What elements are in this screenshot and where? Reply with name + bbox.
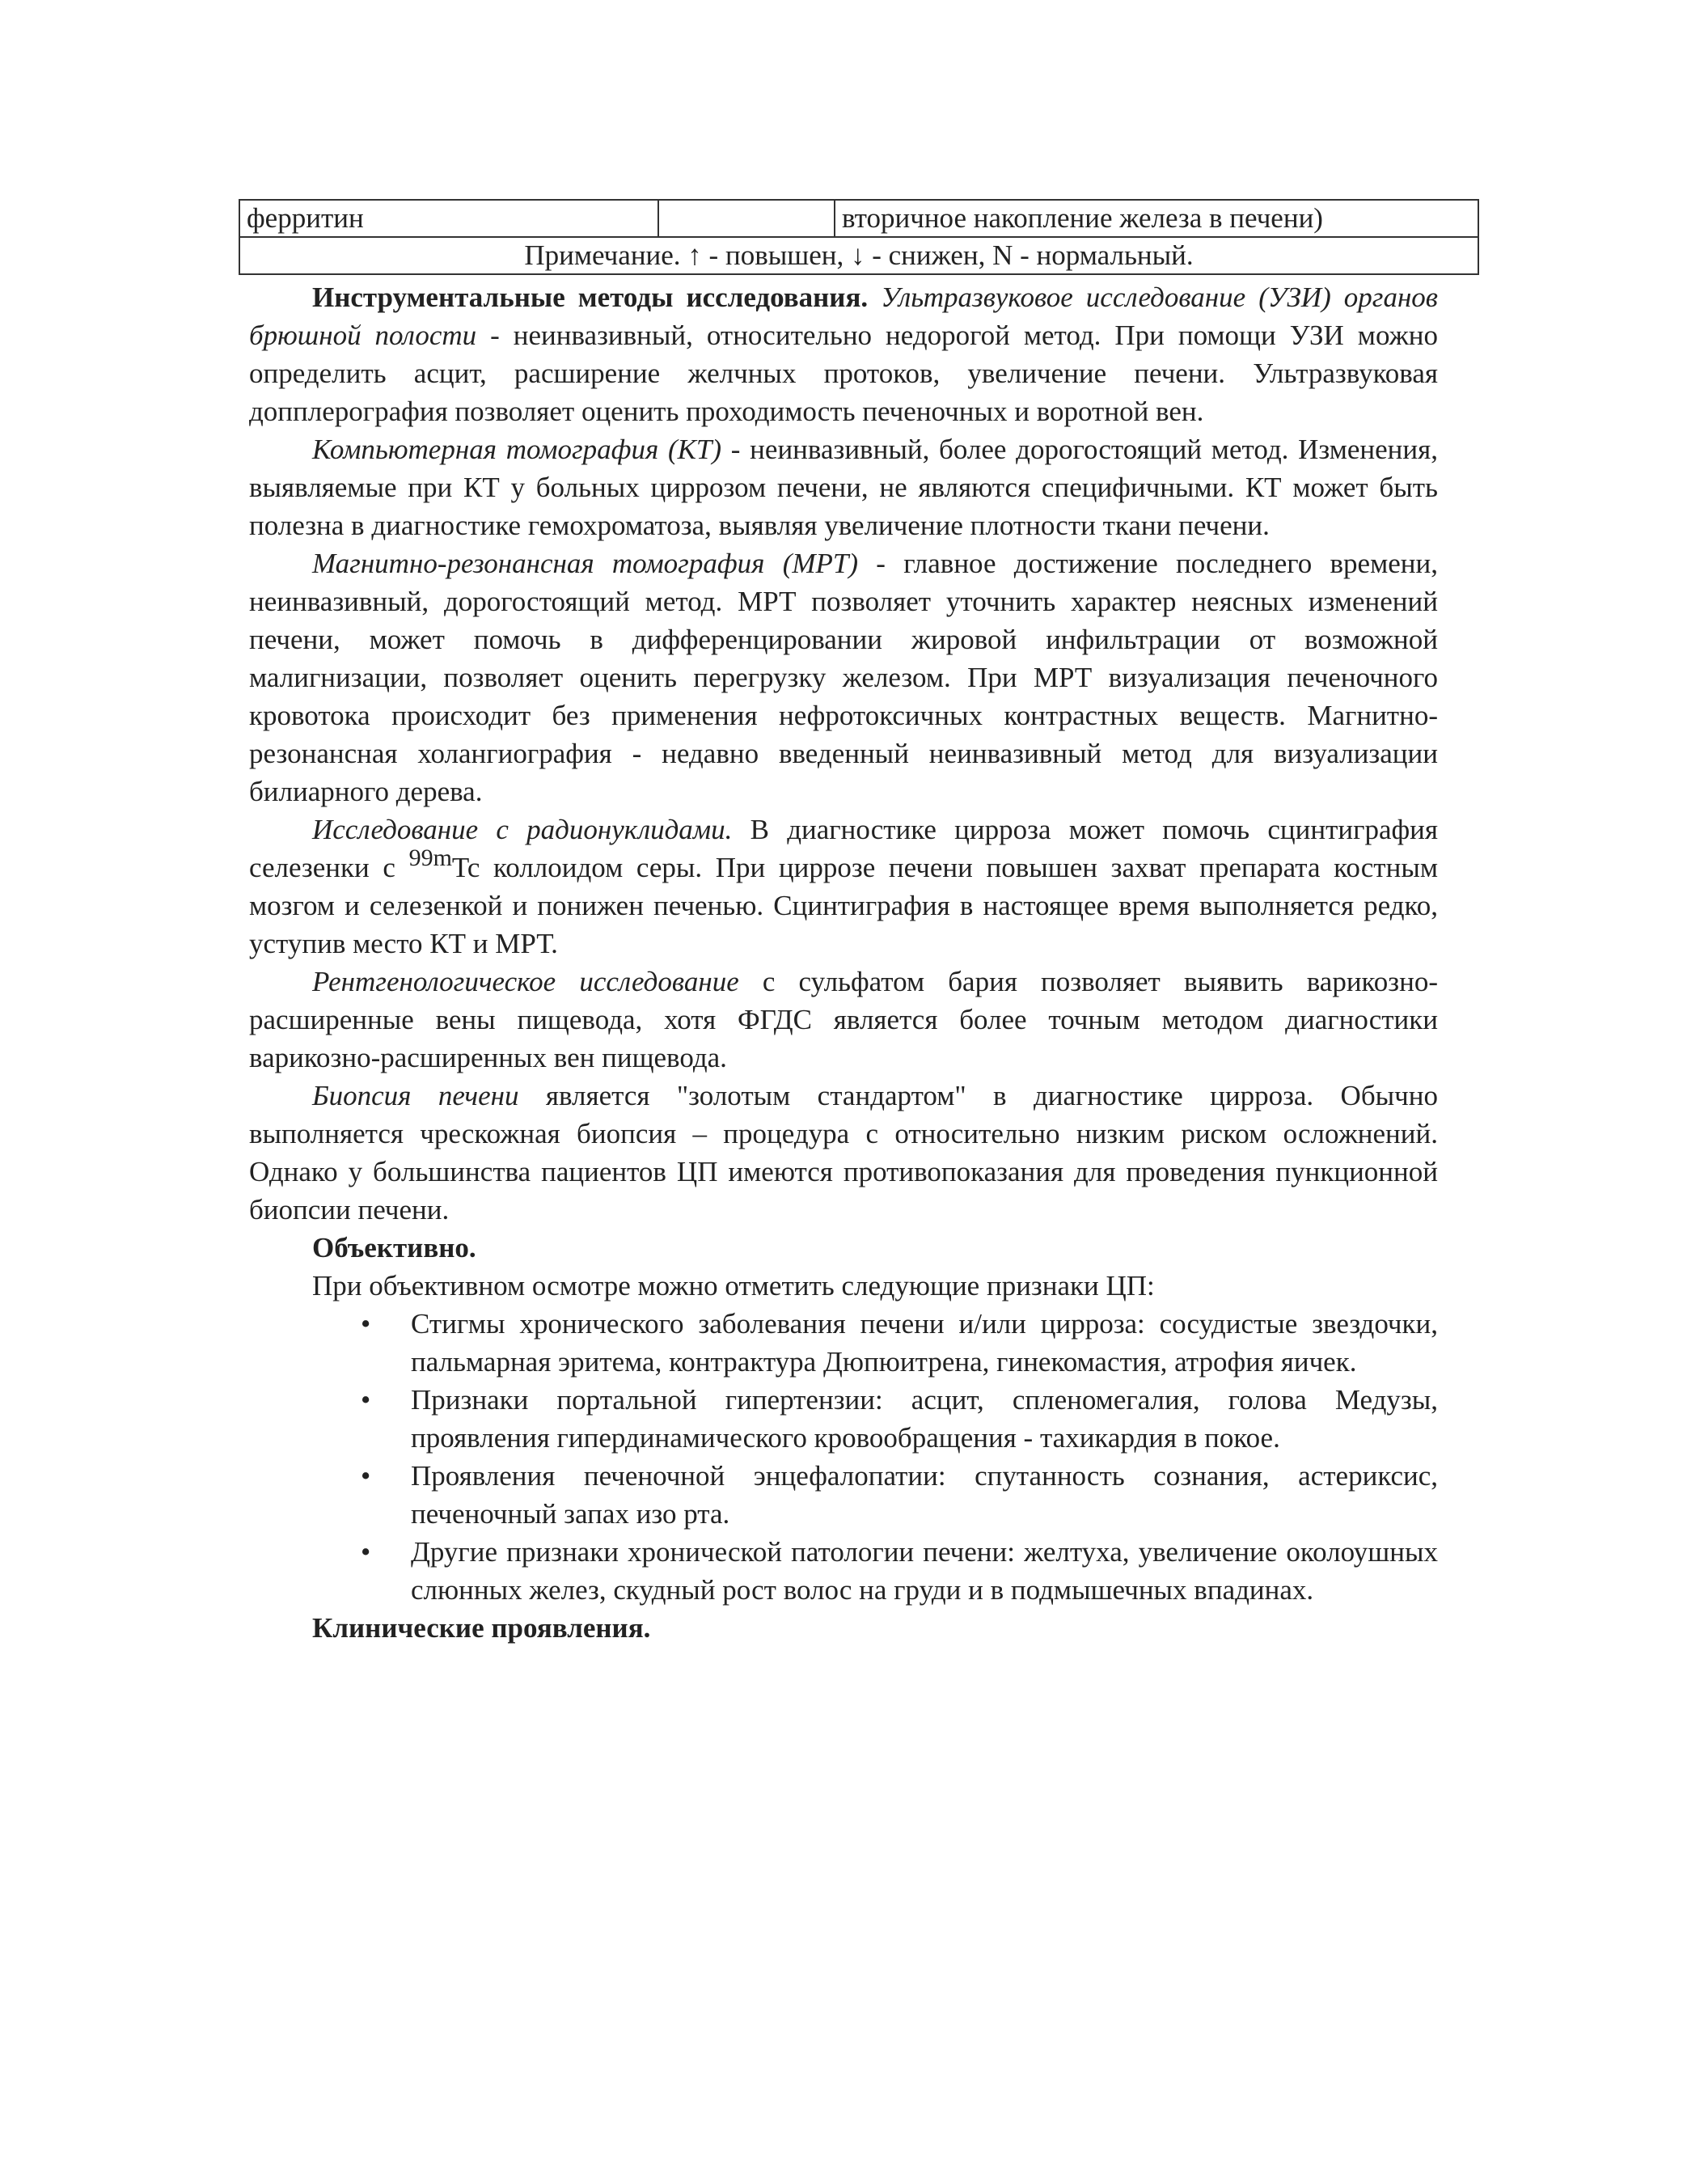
term-mri: Магнитно-резонансная томография (МРТ) (312, 548, 859, 579)
table-cell-indicator: ферритин (239, 200, 658, 237)
bullet-icon: • (361, 1384, 371, 1416)
paragraph-objective-intro: При объективном осмотре можно отметить следующие признаки ЦП: (312, 1270, 1155, 1302)
paragraph-xray (249, 963, 1438, 1077)
text-xray: с сульфатом бария позволяет выявить варикозно-расширенные вены пищевода, хотя ФГДС является более точным методом диагностики варикозно-расширенных вен пищевода. (249, 966, 1438, 1073)
paragraph-ct (249, 430, 1438, 544)
term-ct: Компьютерная томография (КТ) (312, 434, 722, 465)
text-biopsy: является "золотым стандартом" в диагностике цирроза. Обычно выполняется чрескожная биопсия – процедура с относительно низким риском осложнений. Однако у большинства пациентов ЦП имеются противопоказания для проведения пункционной биопсии печени. (249, 1080, 1438, 1225)
section-heading-instrumental: Инструментальные методы исследования. (312, 281, 869, 313)
paragraph-radionuclide (249, 811, 1438, 963)
isotope-superscript: 99m (408, 844, 452, 871)
list-item (361, 1381, 1438, 1457)
text-mri: - главное достижение последнего времени, неинвазивный, дорогостоящий метод. МРТ позволяет уточнить характер неясных изменений печени, может помочь в дифференцировании жировой инфильтрации от возможной малигнизации, позволяет оценить перегрузку железом. При МРТ визуализация печеночного кровотока происходит без применения нефротоксичных контрастных веществ. Магнитно-резонансная холангиография - недавно введенный неинвазивный метод для визуализации билиарного дерева. (249, 548, 1438, 807)
list-item (361, 1457, 1438, 1533)
term-xray: Рентгенологическое исследование (312, 966, 739, 997)
term-biopsy: Биопсия печени (312, 1080, 519, 1111)
text-ct: - неинвазивный, более дорогостоящий метод. Изменения, выявляемые при КТ у больных циррозом печени, не являются специфичными. КТ может быть полезна в диагностике гемохроматоза, выявляя увеличение плотности ткани печени. (249, 434, 1438, 541)
table-row (239, 200, 1478, 237)
term-ultrasound: Ультразвуковое исследование (УЗИ) органов брюшной полости (249, 281, 1438, 351)
list-item (361, 1305, 1438, 1381)
list-item-text: Проявления печеночной энцефалопатии: спутанность сознания, астериксис, печеночный запах изо рта. (411, 1460, 1438, 1530)
paragraph-ultrasound (249, 278, 1438, 430)
table-note: Примечание. ↑ - повышен, ↓ - снижен, N - нормальный. (239, 237, 1478, 274)
list-item-text: Другие признаки хронической патологии печени: желтуха, увеличение околоушных слюнных желез, скудный рост волос на груди и в подмышечных впадинах. (411, 1536, 1438, 1606)
table-cell-value (658, 200, 835, 237)
table-cell-interpretation: вторичное накопление железа в печени) (835, 200, 1478, 237)
text-radionuclide-a: В диагностике цирроза может помочь сцинтиграфия селезенки с (249, 814, 1438, 883)
list-item (361, 1533, 1438, 1609)
section-heading-objective: Объективно. (312, 1232, 476, 1263)
section-heading-clinical: Клинические проявления. (312, 1612, 651, 1644)
bullet-icon: • (361, 1536, 371, 1568)
list-item-text: Признаки портальной гипертензии: асцит, спленомегалия, голова Медузы, проявления гипердинамического кровообращения - тахикардия в покое. (411, 1384, 1438, 1454)
document-body (249, 278, 1438, 1647)
term-radionuclide: Исследование с радионуклидами. (312, 814, 733, 845)
list-item-text: Стигмы хронического заболевания печени и/или цирроза: сосудистые звездочки, пальмарная эритема, контрактура Дюпюитрена, гинекомастия, атрофия яичек. (411, 1308, 1438, 1378)
text-radionuclide-b: Tc коллоидом серы. При циррозе печени повышен захват препарата костным мозгом и селезенкой и понижен печенью. Сцинтиграфия в настоящее время выполняется редко, уступив место КТ и МРТ. (249, 852, 1438, 959)
bullet-icon: • (361, 1460, 371, 1492)
paragraph-biopsy (249, 1077, 1438, 1229)
text-ultrasound: - неинвазивный, относительно недорогой метод. При помощи УЗИ можно определить асцит, расширение желчных протоков, увеличение печени. Ультразвуковая допплерография позволяет оценить проходимость печеночных и воротной вен. (249, 320, 1438, 427)
lab-results-table (239, 199, 1479, 275)
table-note-row (239, 237, 1478, 274)
paragraph-mri (249, 544, 1438, 811)
objective-signs-list (249, 1305, 1438, 1609)
bullet-icon: • (361, 1308, 371, 1340)
